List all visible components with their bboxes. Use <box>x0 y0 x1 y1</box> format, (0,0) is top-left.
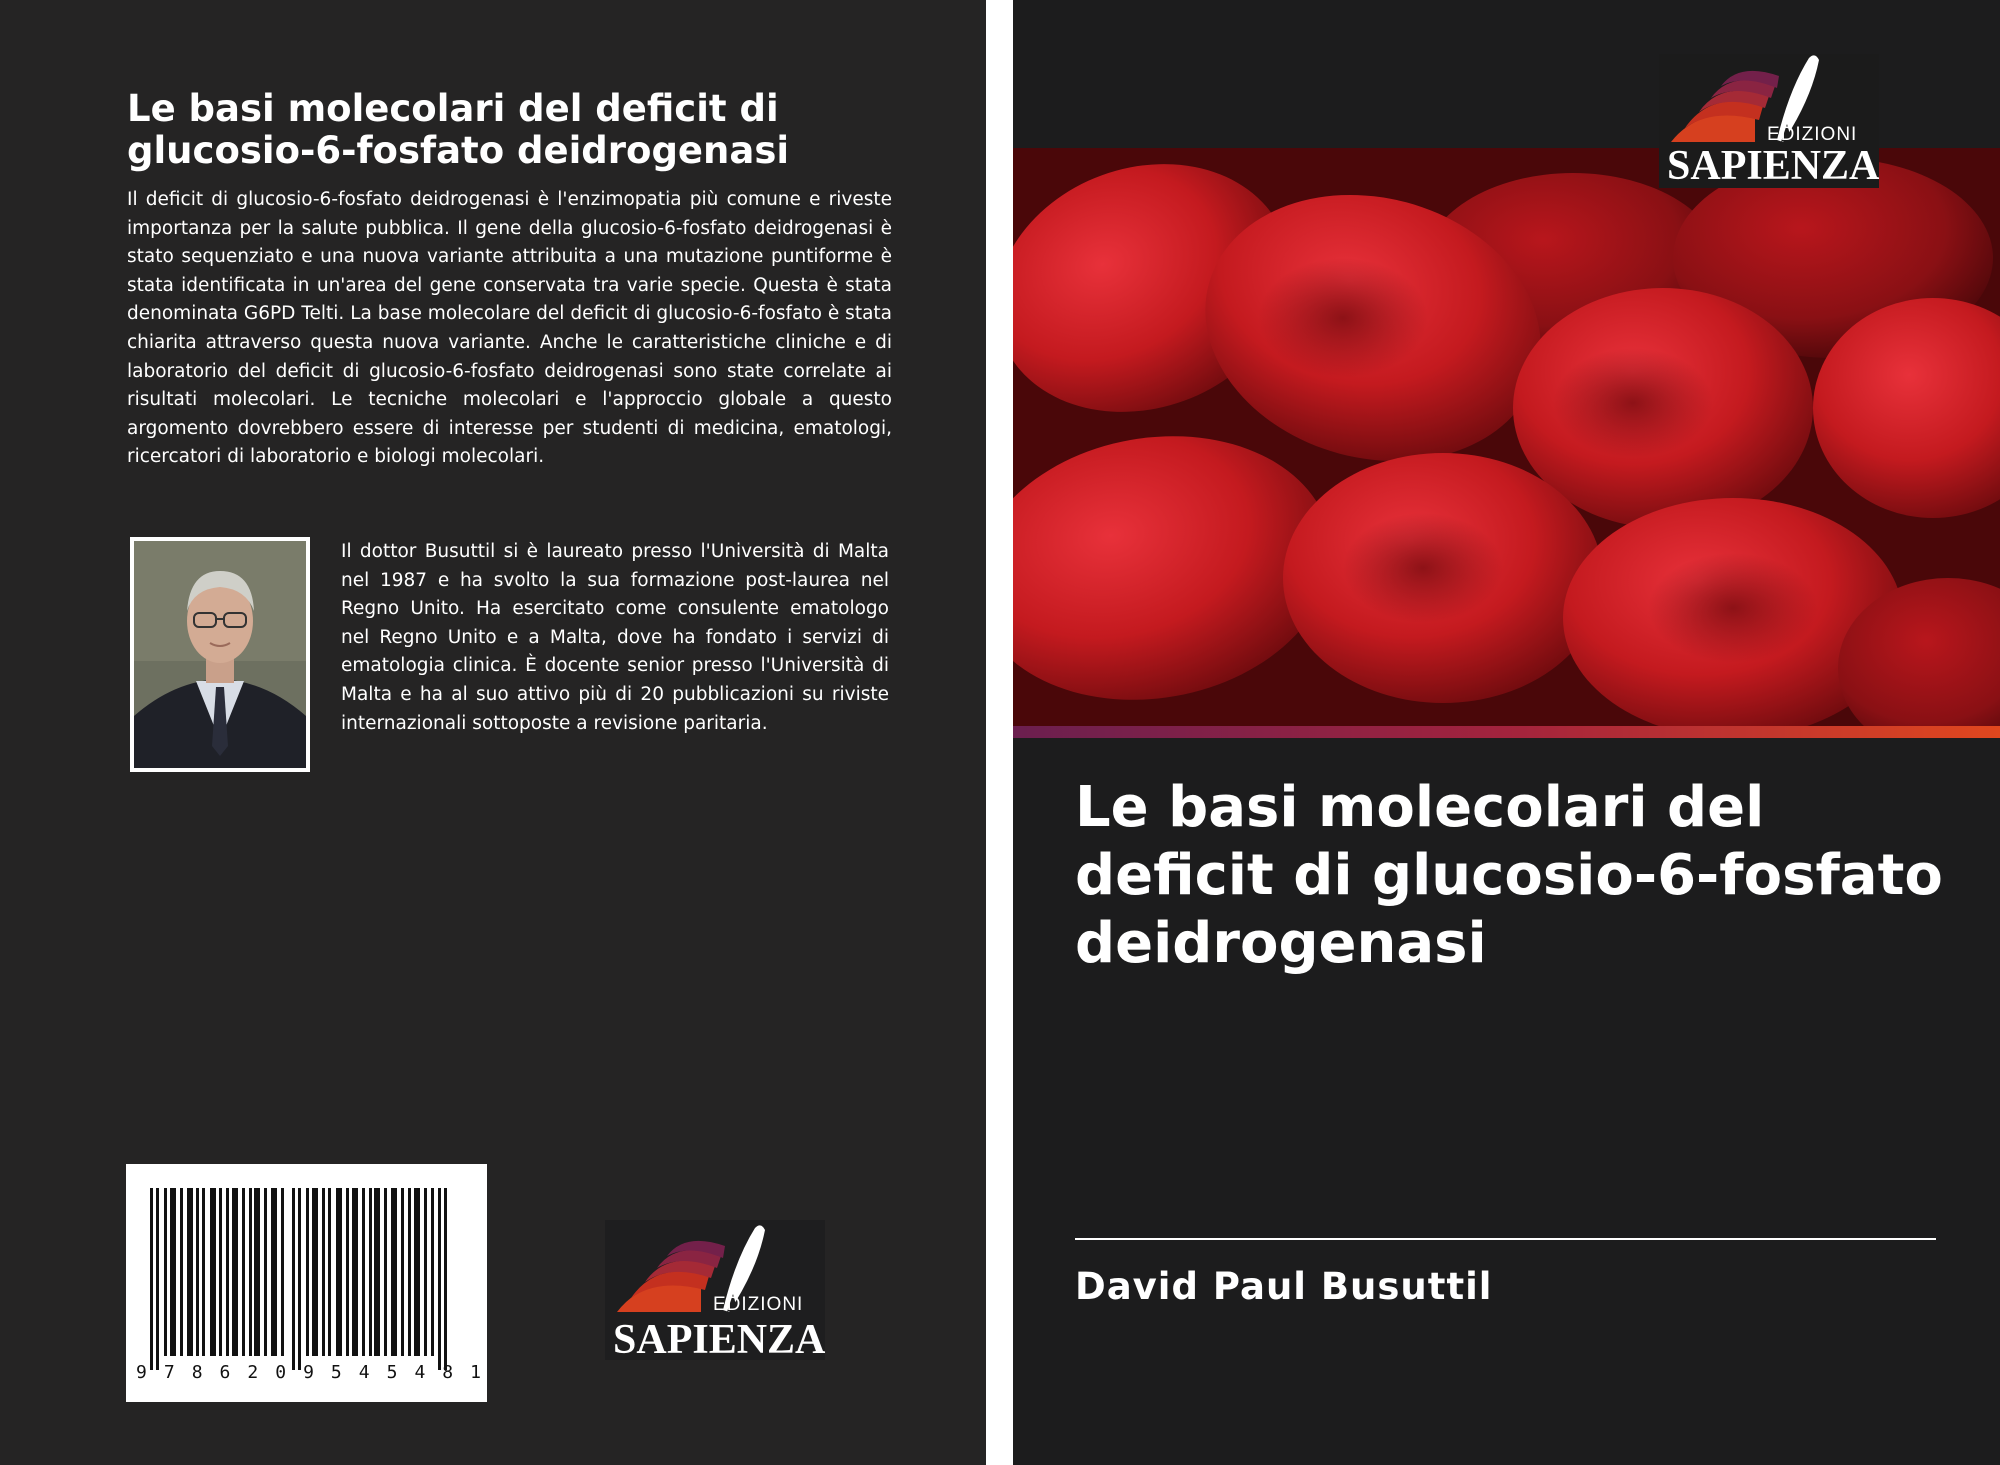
divider-line <box>1075 1238 1936 1240</box>
isbn-digit: 4 <box>414 1362 426 1383</box>
back-cover <box>0 0 986 1465</box>
red-blood-cells-image <box>1013 148 2000 726</box>
isbn-digit: 6 <box>219 1362 231 1383</box>
front-cover-author: David Paul Busuttil <box>1075 1265 1493 1308</box>
isbn-digit: 7 <box>163 1362 175 1383</box>
back-cover-blurb: Il deficit di glucosio-6-fosfato deidrogenasi è l'enzimopatia più comune e riveste importanza per la salute pubblica. Il gene della glucosio-6-fosfato deidrogenasi è stato sequenziato e una nuova variante attribuita a una mutazione puntiforme è stata identificata in un'area del gene conservata tra varie specie. Questa è stata denominata G6PD Telti. La base molecolare del deficit di glucosio-6-fosfato è stata chiarita attraverso questa nuova variante. Anche le caratteristiche cliniche e di laboratorio del deficit di glucosio-6-fosfato deidrogenasi sono state correlate ai risultati molecolari. Le tecniche molecolari e l'approccio globale a questo argomento dovrebbero essere di interesse per studenti di medicina, ematologi, ricercatori di laboratorio e biologi molecolari. <box>127 189 892 468</box>
publisher-logo-back <box>605 1220 826 1363</box>
isbn-digit: 4 <box>358 1362 370 1383</box>
publisher-edizioni-label: EDIZIONI <box>1767 124 1858 145</box>
isbn-digit: 9 <box>303 1362 314 1383</box>
isbn-digit: 2 <box>247 1362 259 1383</box>
publisher-name: SAPIENZA <box>1667 143 1880 189</box>
isbn-digit: 8 <box>442 1362 454 1383</box>
author-photo <box>130 537 310 772</box>
isbn-digit: 0 <box>275 1362 287 1383</box>
author-bio: Il dottor Busuttil si è laureato presso l'Università di Malta nel 1987 e ha svolto la sua formazione post-laurea nel Regno Unito. Ha esercitato come consulente ematologo nel Regno Unito e a Malta, dove ha fondato i servizi di ematologia clinica. È docente senior presso l'Università di Malta e ha al suo attivo più di 20 pubblicazioni su riviste internazionali sottoposte a revisione paritaria. <box>341 541 889 734</box>
isbn-digit: 5 <box>386 1362 398 1383</box>
back-cover-title: Le basi molecolari del deficit di glucosio-6-fosfato deidrogenasi <box>127 87 790 172</box>
author-portrait-image <box>134 541 306 768</box>
publisher-logo-front <box>1659 54 1879 188</box>
accent-stripe <box>1013 726 2000 738</box>
front-cover-title: Le basi molecolari del deficit di glucosio-6-fosfato deidrogenasi <box>1075 775 1943 976</box>
isbn-barcode <box>126 1164 487 1402</box>
spine-gap <box>986 0 1013 1465</box>
isbn-digits <box>136 1362 481 1383</box>
publisher-edizioni-label: EDIZIONI <box>713 1294 804 1315</box>
isbn-digit: 5 <box>330 1362 342 1383</box>
isbn-digit: 1 <box>470 1362 481 1383</box>
front-cover <box>1013 0 2000 1465</box>
publisher-name: SAPIENZA <box>613 1317 826 1363</box>
isbn-digit: 8 <box>191 1362 203 1383</box>
isbn-digit: 9 <box>136 1362 147 1383</box>
